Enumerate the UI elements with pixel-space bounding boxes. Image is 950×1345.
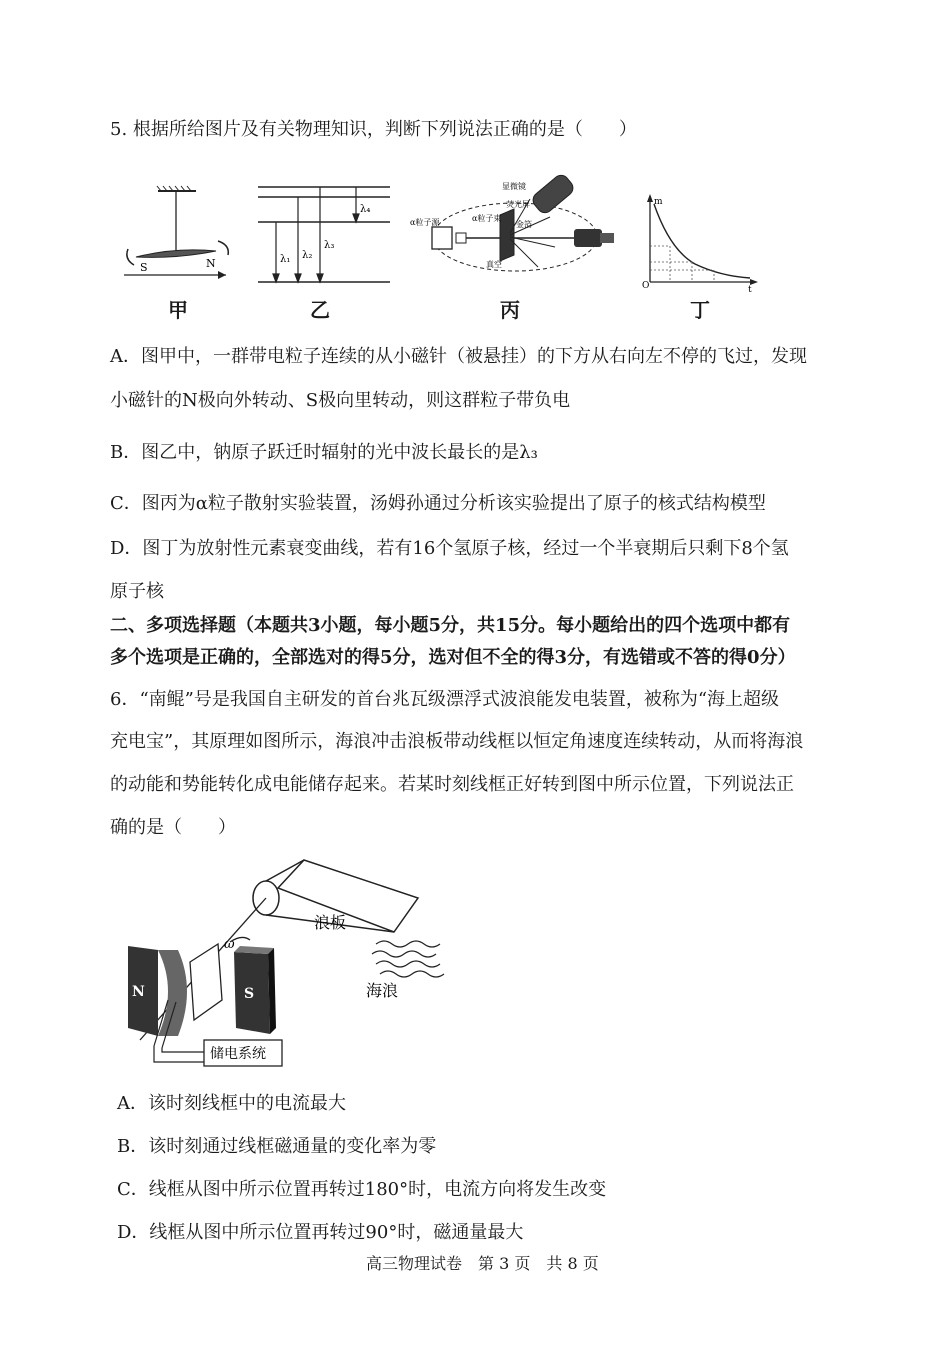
yi-l1-label: λ₁ (280, 254, 291, 265)
q5-option-b: B．图乙中，钠原子跃迁时辐射的光中波长最长的是λ₃ (110, 442, 538, 463)
caption-jia: 甲 (168, 298, 188, 322)
waves-label: 海浪 (366, 981, 399, 1000)
bing-vacuum-label: 真空 (486, 260, 502, 269)
storage-system-label: 储电系统 (210, 1046, 266, 1062)
caption-bing: 丙 (500, 298, 520, 322)
q6-stem-line3: 的动能和势能转化成电能储存起来。若某时刻线框正好转到图中所示位置，下列说法正 (110, 774, 794, 795)
q6-option-a: A．该时刻线框中的电流最大 (117, 1093, 346, 1114)
bing-scope-label: 显微镜 (502, 182, 526, 191)
bing-source-label: α粒子源 (410, 218, 440, 227)
magnet-n-label: N (132, 984, 145, 1000)
q5-option-d: D．图丁为放射性元素衰变曲线，若有16个氢原子核，经过一个半衰期后只剩下8个氢 (110, 538, 789, 559)
section2-header-line2: 多个选项是正确的，全部选对的得5分，选对但不全的得3分，有选错或不答的得0分） (110, 647, 796, 668)
figure-bing (410, 175, 620, 290)
ding-origin-label: O (642, 281, 650, 291)
q5-option-a: A．图甲中，一群带电粒子连续的从小磁针（被悬挂）的下方从右向左不停的飞过，发现 (110, 346, 807, 367)
yi-l4-label: λ₄ (360, 204, 371, 215)
q5-option-d-cont: 原子核 (110, 581, 164, 602)
yi-l2-label: λ₂ (302, 250, 313, 261)
figure-jia (118, 185, 243, 280)
figure-q6-generator (118, 850, 458, 1072)
q6-option-d: D．线框从图中所示位置再转过90°时，磁通量最大 (117, 1222, 524, 1243)
omega-label: ω (224, 937, 235, 952)
yi-l3-label: λ₃ (324, 240, 335, 251)
q5-stem: 5. 根据所给图片及有关物理知识，判断下列说法正确的是（ ） (110, 119, 637, 140)
page-footer: 高三物理试卷 第 3 页 共 8 页 (366, 1254, 599, 1273)
ding-m-label: m (654, 197, 663, 207)
section2-header-line1: 二、多项选择题（本题共3小题，每小题5分，共15分。每小题给出的四个选项中都有 (110, 615, 791, 636)
caption-ding: 丁 (690, 298, 710, 322)
bing-screen-label: 荧光屏 (506, 200, 530, 209)
board-label: 浪板 (314, 913, 347, 932)
jia-n-label: N (206, 257, 216, 270)
q6-stem-line2: 充电宝”，其原理如图所示，海浪冲击浪板带动线框以恒定角速度连续转动，从而将海浪 (110, 731, 804, 752)
bing-alpha-label: α粒子束 (472, 214, 502, 223)
figure-yi (258, 182, 393, 287)
q6-option-b: B．该时刻通过线框磁通量的变化率为零 (117, 1136, 437, 1157)
caption-yi: 乙 (310, 298, 330, 322)
magnet-s-label: S (244, 986, 255, 1002)
q6-stem-line4: 确的是（ ） (110, 817, 236, 838)
bing-foil-label: 金箔 (516, 220, 532, 229)
figure-ding (640, 190, 760, 295)
jia-s-label: S (140, 261, 148, 274)
q5-option-c: C．图丙为α粒子散射实验装置，汤姆孙通过分析该实验提出了原子的核式结构模型 (110, 493, 766, 514)
q6-stem-line1: 6．“南鲲”号是我国自主研发的首台兆瓦级漂浮式波浪能发电装置，被称为“海上超级 (110, 689, 780, 710)
q6-option-c: C．线框从图中所示位置再转过180°时，电流方向将发生改变 (117, 1179, 607, 1200)
q5-option-a-cont: 小磁针的N极向外转动、S极向里转动，则这群粒子带负电 (110, 390, 571, 411)
ding-t-label: t (748, 285, 752, 295)
